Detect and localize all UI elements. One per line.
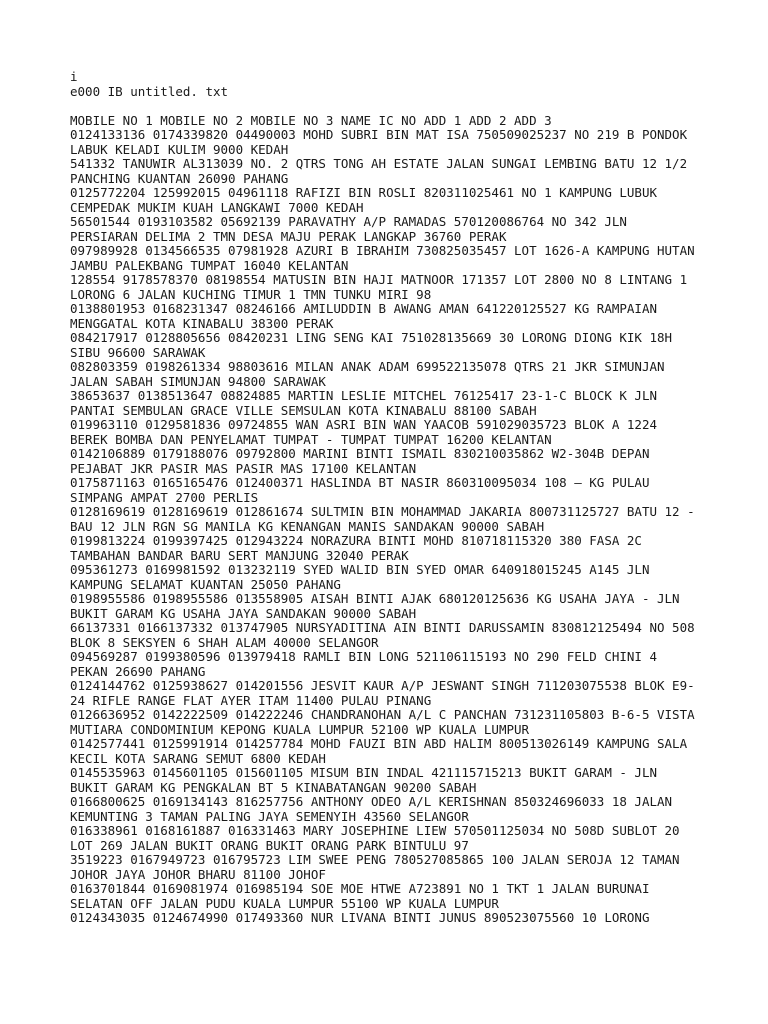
record-lines	[70, 128, 760, 926]
record-line: 094569287 0199380596 013979418 RAMLI BIN LONG 521106115193 NO 290 FELD CHINI 4	[70, 649, 657, 664]
record-line: 0124144762 0125938627 014201556 JESVIT KAUR A/P JESWANT SINGH 711203075538 BLOK E9-	[70, 678, 695, 693]
record-line: 0142577441 0125991914 014257784 MOHD FAUZI BIN ABD HALIM 800513026149 KAMPUNG SALA	[70, 736, 688, 751]
record-line: 0166800625 0169134143 816257756 ANTHONY ODEO A/L KERISHNAN 850324696033 18 JALAN	[70, 794, 673, 809]
record-line: 56501544 0193103582 05692139 PARAVATHY A/P RAMADAS 570120086764 NO 342 JLN	[70, 214, 627, 229]
record-line: BAU 12 JLN RGN SG MANILA KG KENANGAN MANIS SANDAKAN 90000 SABAH	[70, 518, 545, 534]
record-line: 128554 9178578370 08198554 MATUSIN BIN HAJI MATNOOR 171357 LOT 2800 NO 8 LINTANG 1	[70, 272, 688, 287]
record-line: BLOK 8 SEKSYEN 6 SHAH ALAM 40000 SELANGOR	[70, 634, 379, 650]
record-line: MENGGATAL KOTA KINABALU 38300 PERAK	[70, 315, 334, 331]
record-line: 016338961 0168161887 016331463 MARY JOSEPHINE LIEW 570501125034 NO 508D SUBLOT 20	[70, 823, 680, 838]
record-line: 0163701844 0169081974 016985194 SOE MOE HTWE A723891 NO 1 TKT 1 JALAN BURUNAI	[70, 881, 650, 896]
record-line: PERSIARAN DELIMA 2 TMN DESA MAJU PERAK LANGKAP 36760 PERAK	[70, 228, 507, 244]
page-mark: i	[70, 69, 78, 84]
record-line: KAMPUNG SELAMAT KUANTAN 25050 PAHANG	[70, 576, 341, 592]
record-line: 0145535963 0145601105 015601105 MISUM BIN INDAL 421115715213 BUKIT GARAM - JLN	[70, 765, 657, 780]
record-line: 0124343035 0124674990 017493360 NUR LIVANA BINTI JUNUS 890523075560 10 LORONG	[70, 910, 650, 925]
record-line: JALAN SABAH SIMUNJAN 94800 SARAWAK	[70, 373, 326, 389]
record-line: 3519223 0167949723 016795723 LIM SWEE PENG 780527085865 100 JALAN SEROJA 12 TAMAN	[70, 852, 680, 867]
record-line: SIMPANG AMPAT 2700 PERLIS	[70, 489, 259, 505]
record-line: 0138801953 0168231347 08246166 AMILUDDIN B AWANG AMAN 641220125527 KG RAMPAIAN	[70, 301, 657, 316]
record-line: KEMUNTING 3 TAMAN PALING JAYA SEMENYIH 43560 SELANGOR	[70, 808, 469, 824]
record-line: 24 RIFLE RANGE FLAT AYER ITAM 11400 PULAU PINANG	[70, 692, 432, 708]
record-line: 0128169619 0128169619 012861674 SULTMIN BIN MOHAMMAD JAKARIA 800731125727 BATU 12 -	[70, 504, 695, 519]
record-line: 0198955586 0198955586 013558905 AISAH BINTI AJAK 680120125636 KG USAHA JAYA - JLN	[70, 591, 680, 606]
document-page	[70, 70, 760, 926]
record-line: 541332 TANUWIR AL313039 NO. 2 QTRS TONG AH ESTATE JALAN SUNGAI LEMBING BATU 12 1/2	[70, 156, 688, 171]
record-line: 0175871163 0165165476 012400371 HASLINDA BT NASIR 860310095034 108 — KG PULAU	[70, 475, 650, 490]
record-line: 084217917 0128805656 08420231 LING SENG KAI 751028135669 30 LORONG DIONG KIK 18H	[70, 330, 673, 345]
record-line: KECIL KOTA SARANG SEMUT 6800 KEDAH	[70, 750, 326, 766]
record-line: LORONG 6 JALAN KUCHING TIMUR 1 TMN TUNKU MIRI 98	[70, 286, 432, 302]
record-line: SIBU 96600 SARAWAK	[70, 344, 206, 360]
record-line: 0142106889 0179188076 09792800 MARINI BINTI ISMAIL 830210035862 W2-304B DEPAN	[70, 446, 650, 461]
record-line: BUKIT GARAM KG PENGKALAN BT 5 KINABATANGAN 90200 SABAH	[70, 779, 477, 795]
record-line: PANCHING KUANTAN 26090 PAHANG	[70, 170, 289, 186]
record-line: TAMBAHAN BANDAR BARU SERT MANJUNG 32040 PERAK	[70, 547, 409, 563]
file-title: e000 IB untitled. txt	[70, 83, 229, 99]
record-line: JOHOR JAYA JOHOR BHARU 81100 JOHOF	[70, 866, 326, 882]
record-line: 019963110 0129581836 09724855 WAN ASRI BIN WAN YAACOB 591029035723 BLOK A 1224	[70, 417, 657, 432]
column-header-line: MOBILE NO 1 MOBILE NO 2 MOBILE NO 3 NAME IC NO ADD 1 ADD 2 ADD 3	[70, 112, 552, 128]
record-line: 0124133136 0174339820 04490003 MOHD SUBRI BIN MAT ISA 750509025237 NO 219 B PONDOK	[70, 127, 688, 142]
record-line: 0199813224 0199397425 012943224 NORAZURA BINTI MOHD 810718115320 380 FASA 2C	[70, 533, 642, 548]
record-line: 0125772204 125992015 04961118 RAFIZI BIN ROSLI 820311025461 NO 1 KAMPUNG LUBUK	[70, 185, 657, 200]
record-line: LABUK KELADI KULIM 9000 KEDAH	[70, 141, 289, 157]
record-line: CEMPEDAK MUKIM KUAH LANGKAWI 7000 KEDAH	[70, 199, 364, 215]
record-line: SELATAN OFF JALAN PUDU KUALA LUMPUR 55100 WP KUALA LUMPUR	[70, 895, 499, 911]
record-line: PANTAI SEMBULAN GRACE VILLE SEMSULAN KOTA KINABALU 88100 SABAH	[70, 402, 537, 418]
record-line: 097989928 0134566535 07981928 AZURI B IBRAHIM 730825035457 LOT 1626-A KAMPUNG HUTAN	[70, 243, 695, 258]
record-line: 095361273 0169981592 013232119 SYED WALID BIN SYED OMAR 640918015245 A145 JLN	[70, 562, 650, 577]
record-line: BUKIT GARAM KG USAHA JAYA SANDAKAN 90000 SABAH	[70, 605, 417, 621]
record-line: 082803359 0198261334 98803616 MILAN ANAK ADAM 699522135078 QTRS 21 JKR SIMUNJAN	[70, 359, 665, 374]
record-line: 66137331 0166137332 013747905 NURSYADITINA AIN BINTI DARUSSAMIN 830812125494 NO 508	[70, 620, 695, 635]
record-line: PEJABAT JKR PASIR MAS PASIR MAS 17100 KELANTAN	[70, 460, 417, 476]
record-line: BEREK BOMBA DAN PENYELAMAT TUMPAT - TUMPAT TUMPAT 16200 KELANTAN	[70, 431, 552, 447]
record-line: 0126636952 0142222509 014222246 CHANDRANOHAN A/L C PANCHAN 731231105803 B-6-5 VISTA	[70, 707, 695, 722]
record-line: MUTIARA CONDOMINIUM KEPONG KUALA LUMPUR 52100 WP KUALA LUMPUR	[70, 721, 530, 737]
record-line: PEKAN 26690 PAHANG	[70, 663, 206, 679]
blank-line	[70, 99, 760, 114]
record-line: LOT 269 JALAN BUKIT ORANG BUKIT ORANG PARK BINTULU 97	[70, 837, 469, 853]
record-line: 38653637 0138513647 08824885 MARTIN LESLIE MITCHEL 76125417 23-1-C BLOCK K JLN	[70, 388, 657, 403]
record-line: JAMBU PALEKBANG TUMPAT 16040 KELANTAN	[70, 257, 349, 273]
